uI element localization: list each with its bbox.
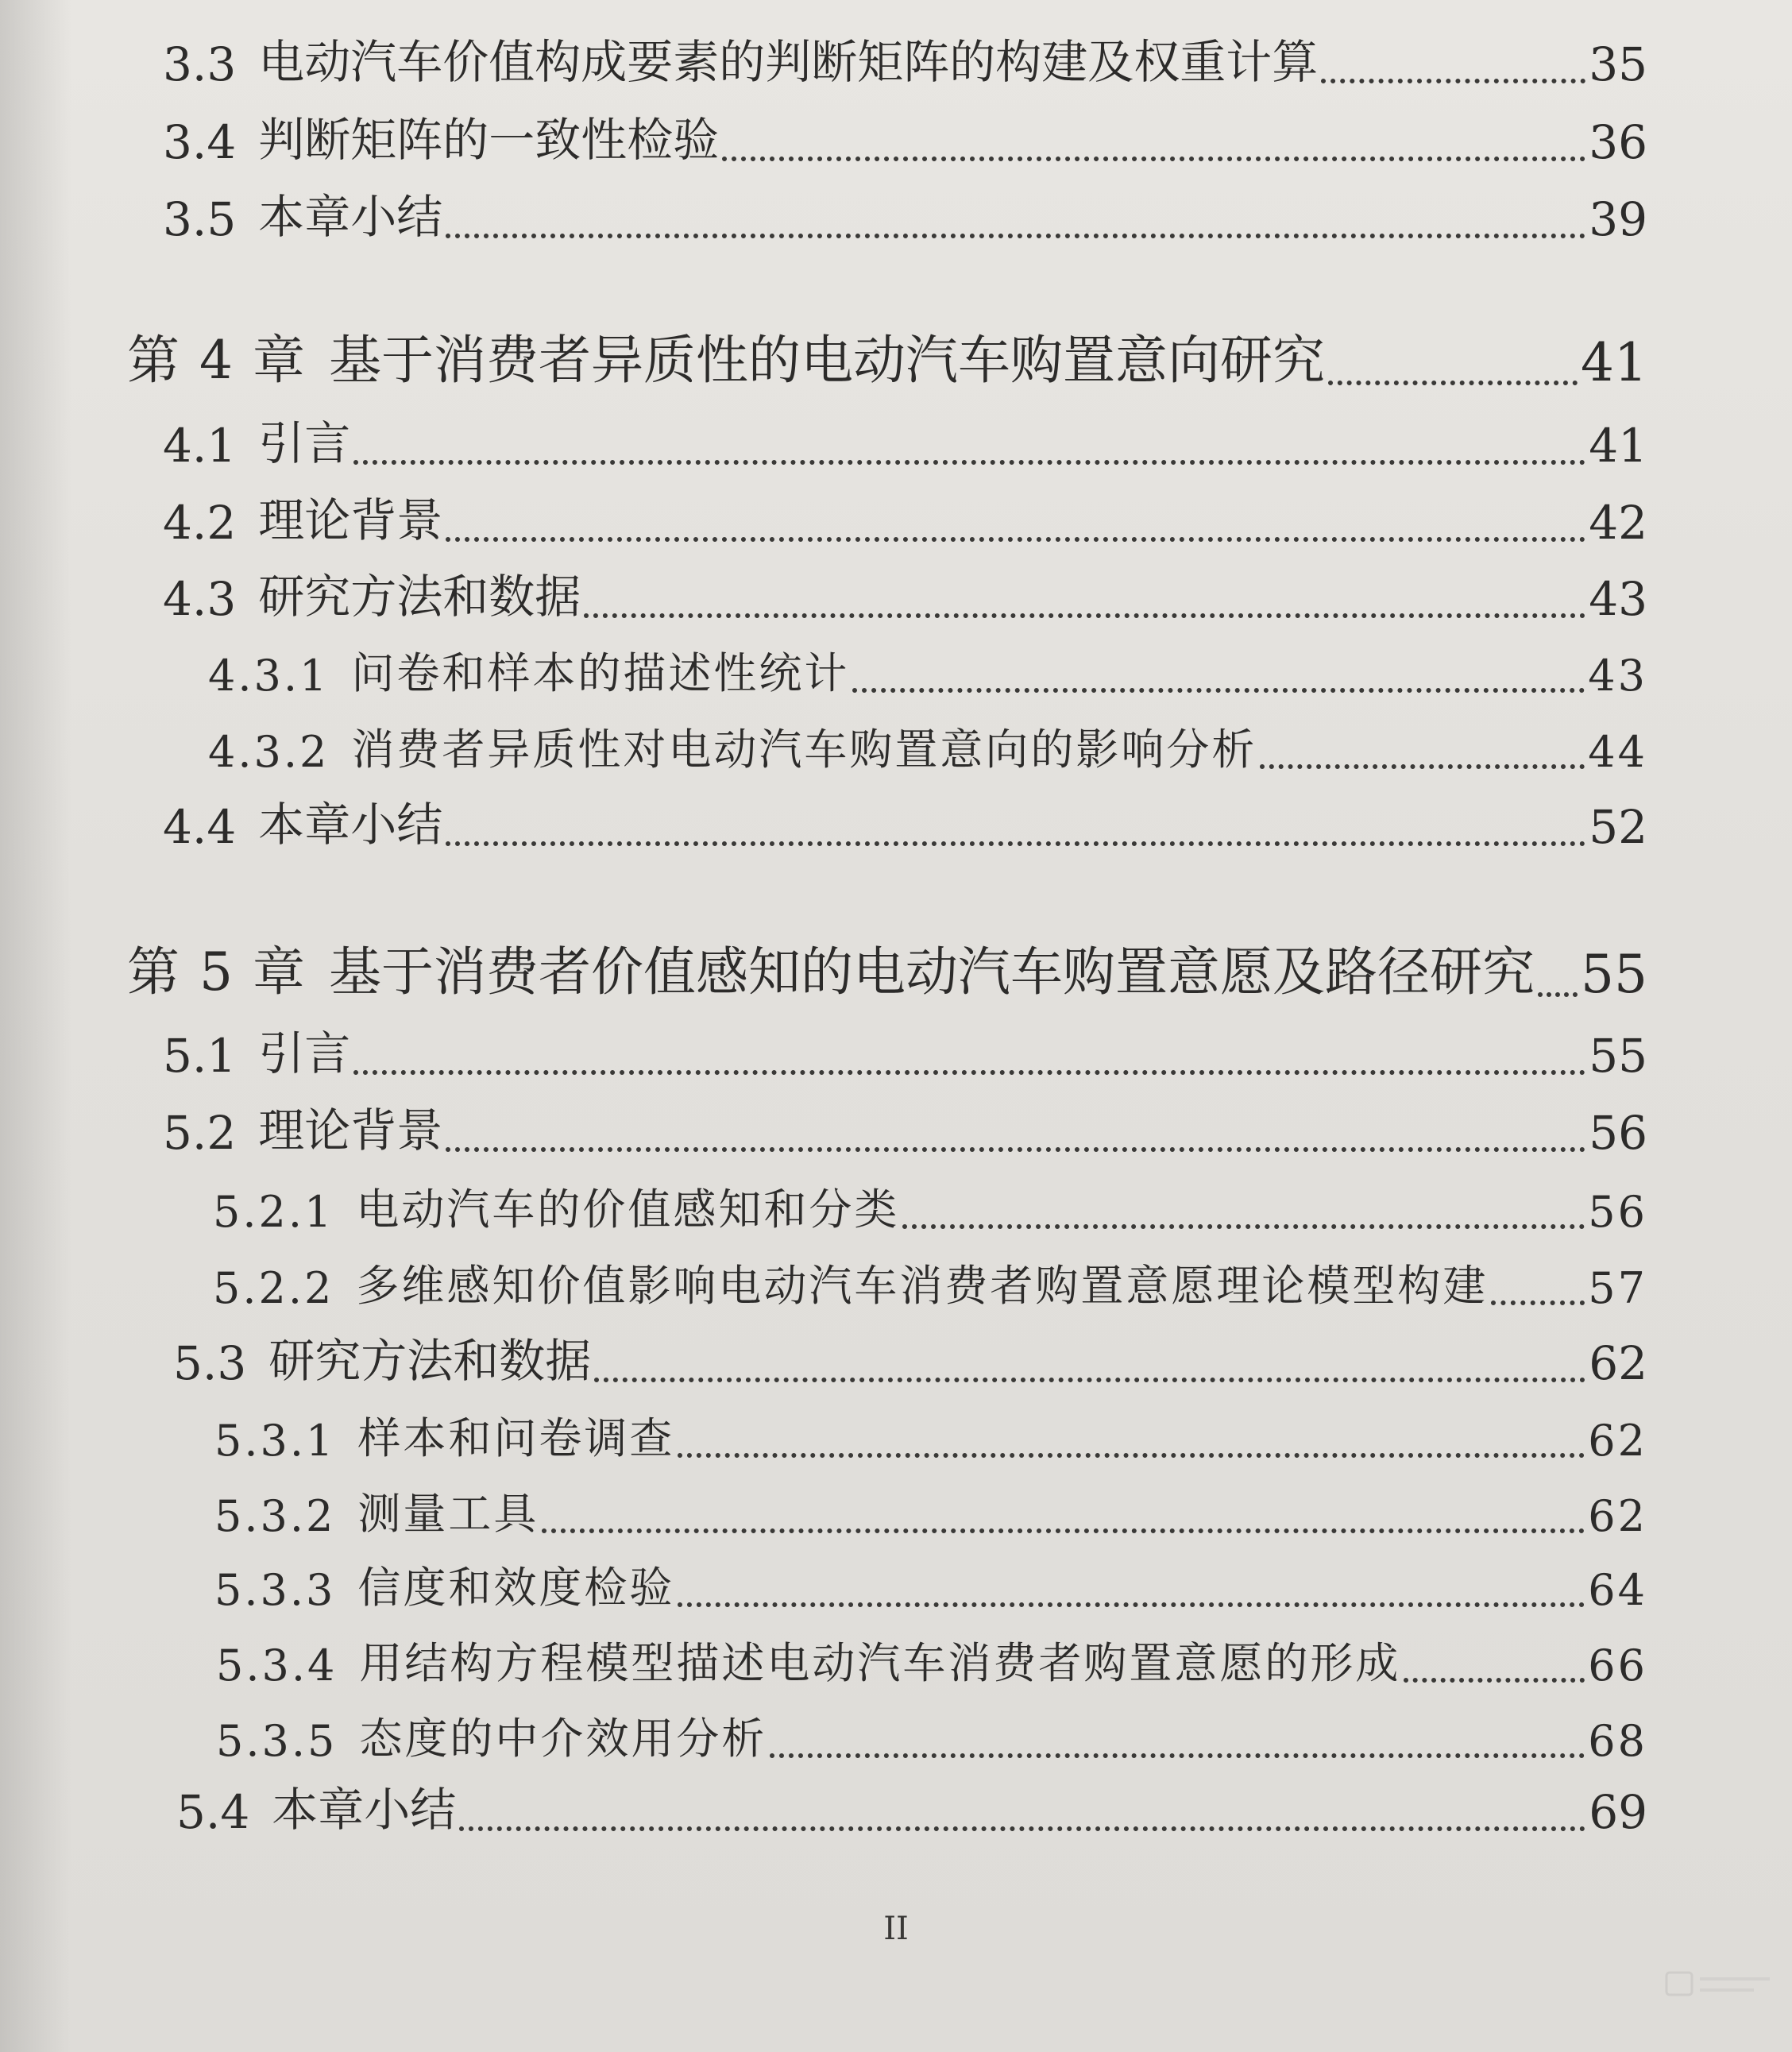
toc-entry-page: 52 — [1589, 800, 1647, 854]
toc-entry-page: 56 — [1588, 1187, 1647, 1237]
toc-entry-title: 测量工具 — [357, 1489, 539, 1539]
toc-chapter-title: 基于消费者价值感知的电动汽车购置意愿及路径研究 — [328, 941, 1535, 1003]
toc-entry-number: 5.3.4 — [216, 1640, 338, 1691]
toc-subentry — [213, 1258, 1647, 1313]
toc-entry-page: 69 — [1589, 1785, 1647, 1839]
toc-entry-title: 理论背景 — [258, 493, 443, 547]
toc-entry — [163, 114, 1647, 169]
toc-subentry — [214, 1410, 1647, 1466]
toc-entry-title: 电动汽车价值构成要素的判断矩阵的构建及权重计算 — [258, 35, 1319, 89]
toc-entry-title: 本章小结 — [258, 798, 443, 852]
toc-entry — [176, 1783, 1647, 1839]
dot-leader — [353, 1070, 1585, 1075]
dot-leader — [1321, 79, 1585, 83]
toc-subentry — [208, 645, 1647, 701]
toc-entry-number: 5.2.1 — [213, 1187, 334, 1237]
toc-chapter-number: 第 5 章 — [127, 941, 307, 1003]
toc-entry-page: 42 — [1589, 496, 1647, 550]
page-number-footer: II — [883, 1911, 909, 1947]
dot-leader — [459, 1826, 1585, 1831]
toc-entry-title: 本章小结 — [272, 1783, 457, 1837]
toc-entry — [163, 1104, 1647, 1160]
toc-subentry — [208, 721, 1647, 777]
toc-entry — [163, 191, 1647, 246]
toc-entry-page: 39 — [1589, 192, 1647, 246]
toc-entry — [163, 494, 1647, 550]
toc-entry-page: 41 — [1581, 332, 1647, 393]
toc-entry-page: 56 — [1589, 1106, 1647, 1160]
toc-entry-title: 样本和问卷调查 — [357, 1413, 675, 1463]
toc-entry-number: 5.4 — [176, 1785, 250, 1839]
dot-leader — [678, 1453, 1585, 1458]
dot-leader — [1260, 764, 1585, 769]
toc-entry-number: 5.2.2 — [213, 1263, 334, 1313]
toc-entry-title: 理论背景 — [258, 1103, 443, 1157]
toc-chapter-entry — [127, 330, 1647, 393]
dot-leader — [1404, 1678, 1585, 1683]
toc-entry-title: 电动汽车的价值感知和分类 — [356, 1184, 900, 1235]
toc-chapter-number: 第 4 章 — [127, 330, 307, 391]
toc-entry-number: 5.3.3 — [214, 1565, 336, 1615]
dot-leader — [542, 1528, 1585, 1533]
dot-leader — [1328, 381, 1578, 385]
toc-entry-page: 43 — [1589, 572, 1647, 626]
toc-subentry — [216, 1710, 1647, 1766]
toc-entry-title: 研究方法和数据 — [268, 1334, 592, 1388]
toc-entry-number: 3.4 — [163, 115, 237, 169]
dot-leader — [1538, 992, 1578, 997]
toc-entry — [163, 1027, 1647, 1083]
toc-entry-page: 55 — [1581, 944, 1647, 1005]
toc-entry-number: 5.3 — [173, 1336, 247, 1390]
toc-entry — [173, 1335, 1647, 1390]
toc-entry-title: 用结构方程模型描述电动汽车消费者购置意愿的形成 — [359, 1638, 1401, 1688]
toc-subentry — [216, 1635, 1647, 1691]
toc-subentry — [214, 1486, 1647, 1541]
toc-chapter-title: 基于消费者异质性的电动汽车购置意向研究 — [328, 330, 1325, 391]
toc-entry-title: 判断矩阵的一致性检验 — [258, 113, 720, 167]
toc-entry-title: 研究方法和数据 — [258, 570, 581, 624]
dot-leader — [902, 1224, 1585, 1229]
dot-leader — [446, 537, 1585, 542]
toc-entry-title: 信度和效度检验 — [357, 1563, 675, 1613]
toc-entry — [163, 570, 1647, 626]
toc-entry-page: 55 — [1589, 1029, 1647, 1083]
toc-entry-title: 引言 — [258, 1026, 351, 1080]
dot-leader — [446, 234, 1585, 238]
toc-entry-number: 3.3 — [163, 37, 237, 91]
toc-entry-title: 引言 — [258, 416, 351, 470]
toc-entry-number: 5.2 — [163, 1106, 237, 1160]
toc-entry-number: 4.3.2 — [208, 727, 330, 777]
toc-entry-title: 问卷和样本的描述性统计 — [351, 648, 850, 698]
toc-entry-page: 62 — [1588, 1491, 1647, 1541]
toc-entry-page: 43 — [1588, 651, 1647, 701]
dot-leader — [584, 613, 1585, 618]
toc-entry-page: 62 — [1589, 1336, 1647, 1390]
dot-leader — [770, 1753, 1585, 1758]
toc-entry — [163, 417, 1647, 473]
toc-entry-title: 多维感知价值影响电动汽车消费者购置意愿理论模型构建 — [356, 1261, 1489, 1311]
toc-entry-page: 35 — [1589, 37, 1647, 91]
toc-chapter-entry — [127, 941, 1647, 1005]
dot-leader — [446, 841, 1585, 846]
toc-entry-number: 5.3.1 — [214, 1416, 336, 1466]
toc-entry — [163, 36, 1647, 91]
toc-entry-number: 4.4 — [163, 800, 237, 854]
toc-entry-number: 5.1 — [163, 1029, 237, 1083]
dot-leader — [594, 1378, 1585, 1382]
toc-entry-page: 57 — [1588, 1263, 1647, 1313]
toc-entry-title: 消费者异质性对电动汽车购置意向的影响分析 — [351, 725, 1257, 775]
toc-entry-title: 本章小结 — [258, 190, 443, 244]
toc-subentry — [213, 1181, 1647, 1237]
toc-entry-number: 4.3 — [163, 572, 237, 626]
dot-leader — [852, 688, 1585, 693]
dot-leader — [446, 1147, 1585, 1152]
page-shadow — [0, 0, 71, 2052]
toc-entry-number: 5.3.5 — [216, 1716, 338, 1766]
dot-leader — [678, 1602, 1585, 1607]
toc-entry-title: 态度的中介效用分析 — [359, 1714, 767, 1764]
toc-entry — [163, 798, 1647, 854]
toc-entry-page: 68 — [1588, 1716, 1647, 1766]
toc-entry-page: 62 — [1588, 1416, 1647, 1466]
dot-leader — [722, 157, 1585, 161]
toc-entry-number: 4.3.1 — [208, 651, 330, 701]
toc-entry-page: 44 — [1588, 727, 1647, 777]
toc-entry-page: 66 — [1588, 1640, 1647, 1691]
toc-entry-page: 41 — [1589, 419, 1647, 473]
toc-entry-page: 36 — [1589, 115, 1647, 169]
dot-leader — [353, 460, 1585, 465]
watermark-logo — [1659, 1965, 1778, 2004]
toc-entry-number: 3.5 — [163, 192, 237, 246]
toc-entry-number: 5.3.2 — [214, 1491, 336, 1541]
dot-leader — [1491, 1300, 1585, 1305]
toc-entry-number: 4.2 — [163, 496, 237, 550]
toc-entry-page: 64 — [1588, 1565, 1647, 1615]
toc-entry-number: 4.1 — [163, 419, 237, 473]
toc-subentry — [214, 1559, 1647, 1615]
